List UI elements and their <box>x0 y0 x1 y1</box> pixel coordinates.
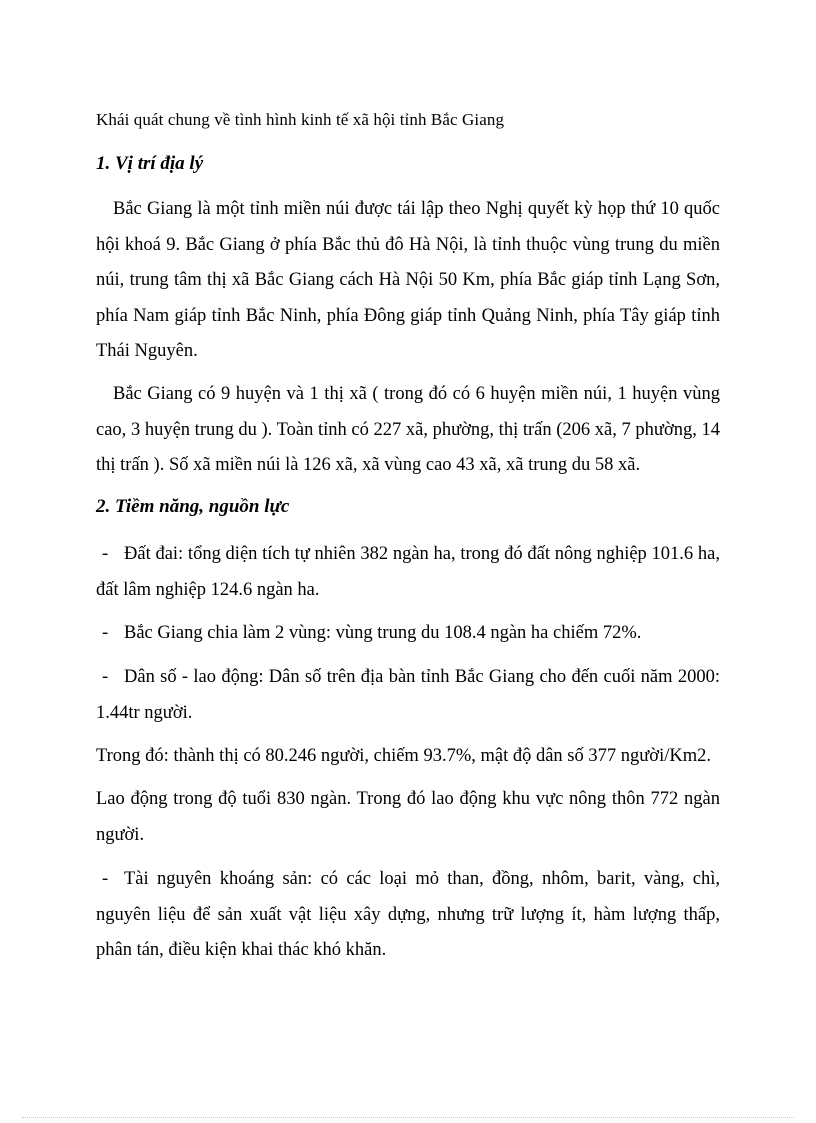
section-heading-potential: 2. Tiềm năng, nguồn lực <box>96 496 290 517</box>
paragraph-labor: Lao động trong độ tuổi 830 ngàn. Trong đó lao động khu vực nông thôn 772 ngàn người. <box>96 789 720 845</box>
paragraph-administrative-units: Bắc Giang có 9 huyện và 1 thị xã ( trong đó có 6 huyện miền núi, 1 huyện vùng cao, 3 huyện trung du ). Toàn tỉnh có 227 xã, phường, thị trấn (206 xã, 7 phường, 14 thị trấn ). Số xã miền núi là 126 xã, xã vùng cao 43 xã, xã trung du 58 xã. <box>96 384 720 475</box>
bullet-item-regions <box>96 616 720 652</box>
bullet-item-population <box>96 660 720 731</box>
bullet-dash: - <box>102 544 109 564</box>
bullet-dash: - <box>102 623 109 643</box>
paragraph-location: Bắc Giang là một tỉnh miền núi được tái lập theo Nghị quyết kỳ họp thứ 10 quốc hội khoá 9. Bắc Giang ở phía Bắc thủ đô Hà Nội, là tỉnh thuộc vùng trung du miền núi, trung tâm thị xã Bắc Giang cách Hà Nội 50 Km, phía Bắc giáp tỉnh Lạng Sơn, phía Nam giáp tỉnh Bắc Ninh, phía Đông giáp tỉnh Quảng Ninh, phía Tây giáp tỉnh Thái Nguyên. <box>96 199 720 361</box>
document-title: Khái quát chung về tình hình kinh tế xã hội tỉnh Bắc Giang <box>96 110 505 129</box>
bullet-dash: - <box>102 869 109 889</box>
paragraph-urban-population: Trong đó: thành thị có 80.246 người, chiếm 93.7%, mật độ dân số 377 người/Km2. <box>96 746 711 766</box>
bullet-item-minerals <box>96 862 720 969</box>
bullet-text-regions: Bắc Giang chia làm 2 vùng: vùng trung du 108.4 ngàn ha chiếm 72%. <box>124 623 642 643</box>
bullet-dash: - <box>102 667 109 687</box>
bullet-text-minerals: Tài nguyên khoáng sản: có các loại mỏ than, đồng, nhôm, barit, vàng, chì, nguyên liệu để sản xuất vật liệu xây dựng, nhưng trữ lượng ít, hàm lượng thấp, phân tán, điều kiện khai thác khó khăn. <box>96 869 720 960</box>
bullet-text-land: Đất đai: tổng diện tích tự nhiên 382 ngàn ha, trong đó đất nông nghiệp 101.6 ha, đất lâm nghiệp 124.6 ngàn ha. <box>96 544 720 600</box>
page-bottom-dotted-border <box>22 1117 794 1118</box>
section-heading-location: 1. Vị trí địa lý <box>96 153 204 174</box>
bullet-text-population: Dân số - lao động: Dân số trên địa bàn tỉnh Bắc Giang cho đến cuối năm 2000: 1.44tr người. <box>96 667 720 723</box>
bullet-item-land <box>96 537 720 608</box>
